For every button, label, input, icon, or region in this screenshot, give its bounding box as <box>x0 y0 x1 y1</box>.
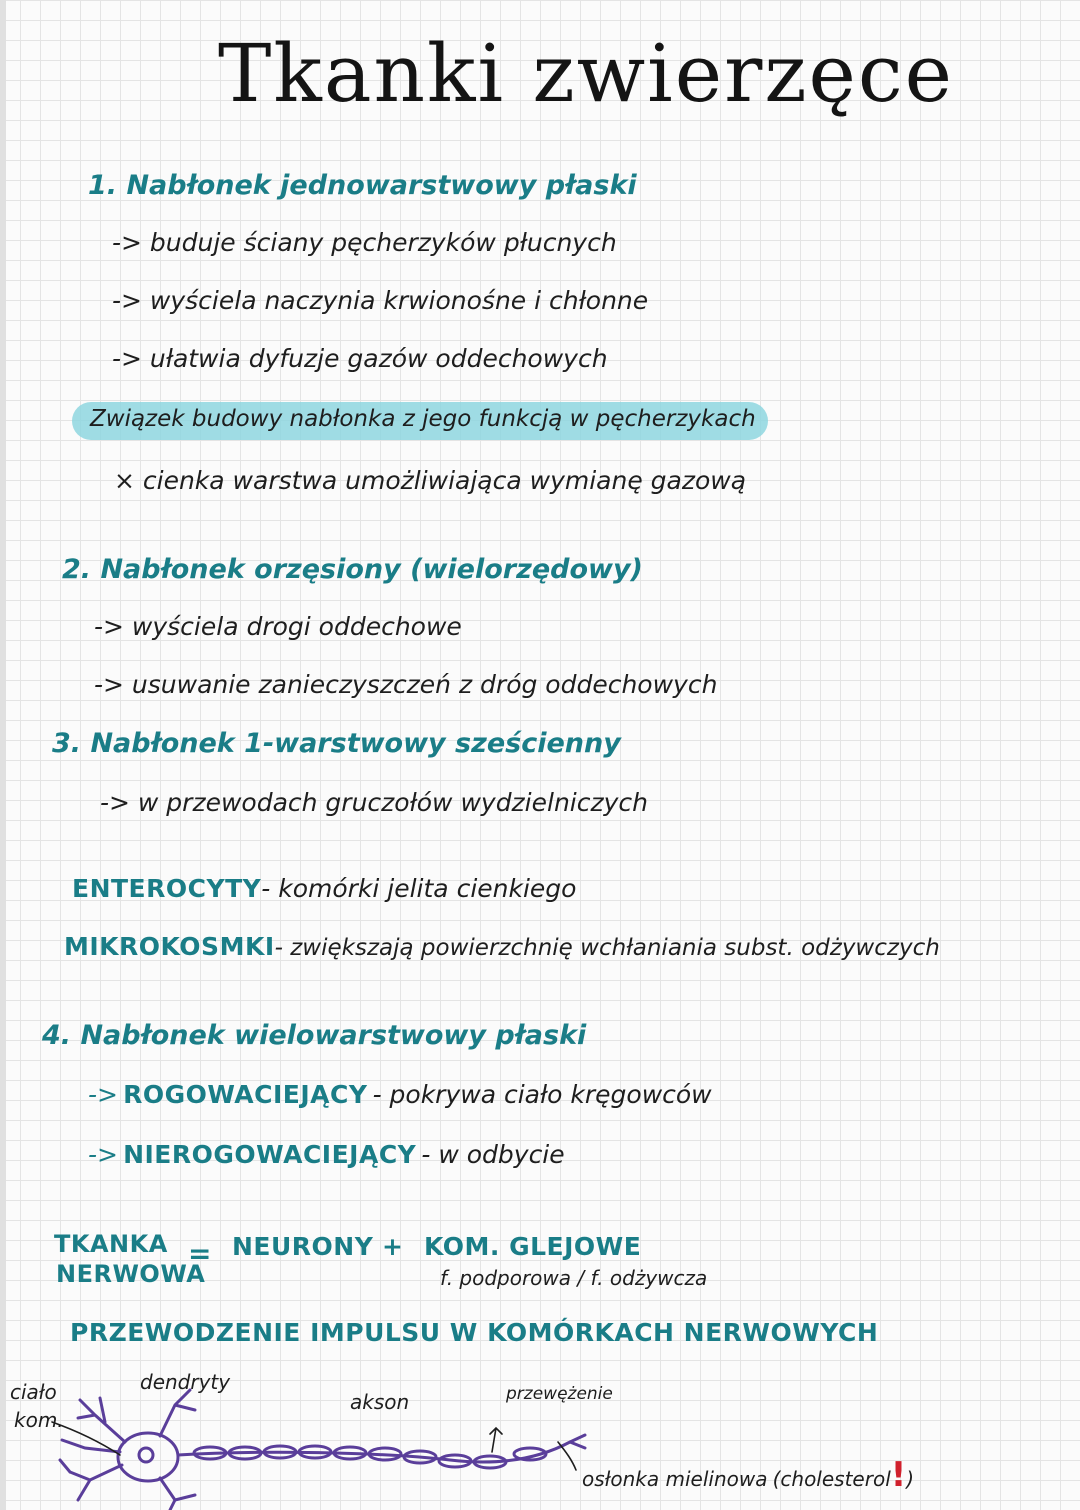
section-3-item: -> w przewodach gruczołów wydzielniczych <box>100 788 648 817</box>
term-rogowaciejacy: ROGOWACIEJĄCY <box>123 1080 368 1109</box>
definition-text: - zwiększają powierzchnię wchłaniania subst. odżywczych <box>274 935 940 961</box>
neurony-label: NEURONY <box>232 1232 374 1261</box>
neuron-drawing <box>60 1390 585 1510</box>
label-akson: akson <box>350 1390 410 1414</box>
kom-glejowe-label: KOM. GLEJOWE <box>424 1232 642 1261</box>
oslonka-text: osłonka mielinowa <box>582 1467 768 1491</box>
axon-terminal <box>570 1435 585 1448</box>
section-2-item: -> wyściela drogi oddechowe <box>94 612 462 641</box>
label-cialo: ciało <box>10 1380 57 1404</box>
exclamation-icon: ! <box>890 1455 907 1495</box>
glejowe-functions: f. podporowa / f. odżywcza <box>440 1266 708 1290</box>
section-4-item <box>88 1082 712 1107</box>
tkanka-label: TKANKA <box>54 1230 168 1258</box>
definition-mikrokosmki <box>64 934 940 960</box>
term-nierogowaciejacy: NIEROGOWACIEJĄCY <box>123 1140 417 1169</box>
nerwowa-label: NERWOWA <box>56 1260 206 1288</box>
pointer-arrow <box>490 1428 502 1452</box>
page-title: Tkanki zwierzęce <box>218 27 954 120</box>
label-przewezenie: przewężenie <box>506 1384 613 1404</box>
highlighted-note: Związek budowy nabłonka z jego funkcją w pęcherzykach <box>90 406 756 432</box>
neuron-diagram <box>0 1360 1080 1510</box>
label-dendryty: dendryty <box>140 1370 231 1394</box>
cholesterol-text: (cholesterol <box>772 1467 891 1491</box>
label-kom: kom. <box>14 1408 64 1432</box>
pointer-line <box>558 1442 576 1470</box>
equals-sign: = <box>188 1237 212 1270</box>
nucleus <box>139 1448 153 1462</box>
definition-text: - w odbycie <box>421 1140 565 1169</box>
term-enterocyty: ENTEROCYTY <box>72 874 262 903</box>
dendrite <box>60 1460 122 1500</box>
dendrite <box>160 1478 195 1510</box>
dendrite <box>160 1390 195 1436</box>
section-2-item: -> usuwanie zanieczyszczeń z dróg oddechowych <box>94 670 718 699</box>
arrow: -> <box>88 1080 118 1109</box>
definition-text: - pokrywa ciało kręgowców <box>372 1080 712 1109</box>
definition-enterocyty <box>72 876 576 901</box>
definition-text: - komórki jelita cienkiego <box>261 874 577 903</box>
section-1-item: -> wyściela naczynia krwionośne i chłonne <box>112 286 649 315</box>
arrow: -> <box>88 1140 118 1169</box>
impulse-heading: PRZEWODZENIE IMPULSU W KOMÓRKACH NERWOWYCH <box>70 1318 879 1347</box>
page-edge <box>0 0 6 1510</box>
term-mikrokosmki: MIKROKOSMKI <box>64 932 275 961</box>
section-4-item <box>88 1142 565 1167</box>
cholesterol-close: ) <box>906 1467 915 1491</box>
cell-body <box>118 1433 178 1481</box>
section-1-note: × cienka warstwa umożliwiająca wymianę gazową <box>114 466 747 495</box>
section-4-heading: 4. Nabłonek wielowarstwowy płaski <box>42 1020 587 1051</box>
section-2-heading: 2. Nabłonek orzęsiony (wielorzędowy) <box>62 554 643 585</box>
plus-sign: + <box>382 1232 404 1261</box>
section-1-item: -> buduje ściany pęcherzyków płucnych <box>112 228 617 257</box>
section-1-heading: 1. Nabłonek jednowarstwowy płaski <box>88 170 637 201</box>
section-1-item: -> ułatwia dyfuzje gazów oddechowych <box>112 344 608 373</box>
section-3-heading: 3. Nabłonek 1-warstwowy sześcienny <box>52 728 621 759</box>
